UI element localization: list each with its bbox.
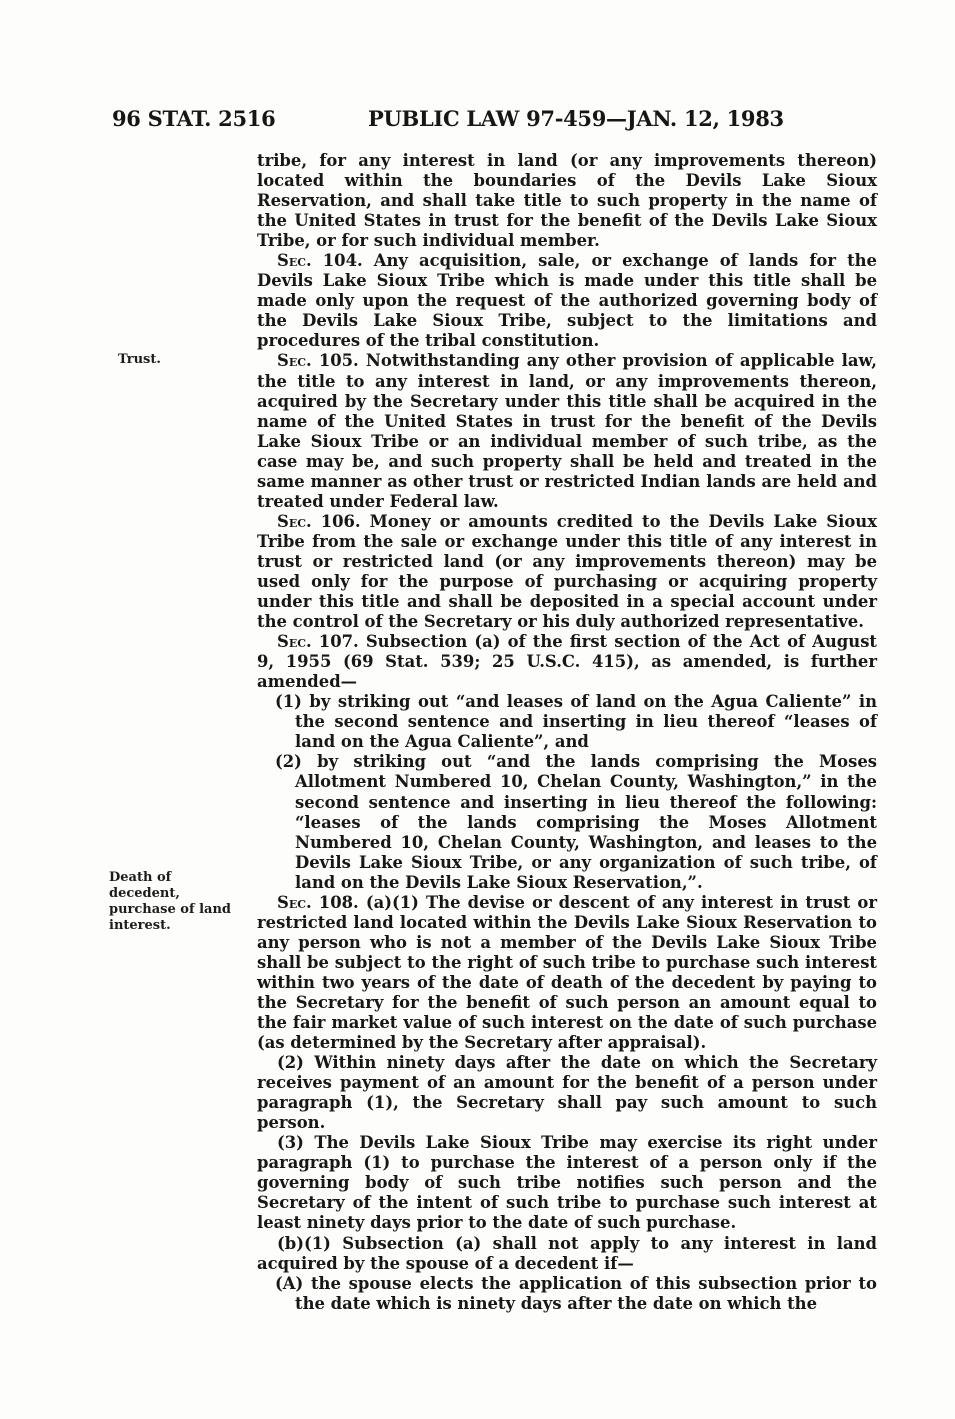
page-header xyxy=(0,106,955,136)
section-label: Sec. xyxy=(277,892,312,912)
statute-page-reference: 96 STAT. 2516 xyxy=(112,106,276,131)
paragraph-tribe-interest: tribe, for any interest in land (or any improvements thereon) located within the boundaries of the Devils Lake Sioux Reservation, and shall take title to such property in the name of the United States in trust for the benefit of the Devils Lake Sioux Tribe, or for such individual member. xyxy=(257,151,877,251)
paragraph-sec-108-b1-A: (A) the spouse elects the application of this subsection prior to the date which is ninety days after the date on which the xyxy=(275,1273,877,1313)
section-label: Sec. xyxy=(277,511,312,531)
public-law-title: PUBLIC LAW 97-459—JAN. 12, 1983 xyxy=(368,106,784,131)
paragraph-sec-108-a3: (3) The Devils Lake Sioux Tribe may exercise its right under paragraph (1) to purchase the interest of a person only if the governing body of such tribe notifies such person and the Secretary of the intent of such tribe to purchase such interest at least ninety days prior to the date of such purchase. xyxy=(257,1133,877,1233)
paragraph-sec-108-a1: Sec. 108. (a)(1) The devise or descent of any interest in trust or restricted land located within the Devils Lake Sioux Reservation to any person who is not a member of the Devils Lake Sioux Tribe shall be subject to the right of such tribe to purchase such interest within two years of the date of death of the decedent by paying to the Secretary for the benefit of such person an amount equal to the fair market value of such interest on the date of such purchase (as determined by the Secretary after appraisal). xyxy=(257,892,877,1053)
paragraph-sec-105: Sec. 105. Notwithstanding any other provision of applicable law, the title to any interest in land, or any improvements thereon, acquired by the Secretary under this title shall be acquired in the name of the United States in trust for the benefit of the Devils Lake Sioux Tribe or an individual member of such tribe, as the case may be, and such property shall be held and treated in the same manner as other trust or restricted Indian lands are held and treated under Federal law. xyxy=(257,351,877,511)
paragraph-sec-107: Sec. 107. Subsection (a) of the first section of the Act of August 9, 1955 (69 Stat. 539; 25 U.S.C. 415), as amended, is further amended— xyxy=(257,632,877,692)
paragraph-sec-107-item-1: (1) by striking out “and leases of land on the Agua Caliente” in the second sentence and inserting in lieu thereof “leases of land on the Agua Caliente”, and xyxy=(275,692,877,752)
paragraph-sec-104: Sec. 104. Any acquisition, sale, or exchange of lands for the Devils Lake Sioux Tribe which is made under this title shall be made only upon the request of the authorized governing body of the Devils Lake Sioux Tribe, subject to the limitations and procedures of the tribal constitution. xyxy=(257,251,877,351)
paragraph-sec-108-a2: (2) Within ninety days after the date on which the Secretary receives payment of an amount for the benefit of a person under paragraph (1), the Secretary shall pay such amount to such person. xyxy=(257,1053,877,1133)
law-body-text xyxy=(257,151,877,1314)
sidenote-death-of-decedent: Death of decedent, purchase of land interest. xyxy=(109,870,231,933)
section-label: Sec. xyxy=(277,351,312,371)
section-label: Sec. xyxy=(277,632,312,652)
paragraph-sec-107-item-2: (2) by striking out “and the lands comprising the Moses Allotment Numbered 10, Chelan County, Washington,” in the second sentence and inserting in lieu thereof the following: “leases of the lands comprising the Moses Allotment Numbered 10, Chelan County, Washington, and leases to the Devils Lake Sioux Tribe, or any organization of such tribe, of land on the Devils Lake Sioux Reservation,”. xyxy=(275,752,877,892)
paragraph-sec-106: Sec. 106. Money or amounts credited to the Devils Lake Sioux Tribe from the sale or exchange under this title of any interest in trust or restricted land (or any improvements thereon) may be used only for the purpose of purchasing or acquiring property under this title and shall be deposited in a special account under the control of the Secretary or his duly authorized representative. xyxy=(257,511,877,632)
sidenote-trust: Trust. xyxy=(118,352,161,367)
paragraph-sec-108-b1: (b)(1) Subsection (a) shall not apply to any interest in land acquired by the spouse of a decedent if— xyxy=(257,1233,877,1273)
section-label: Sec. xyxy=(277,251,312,271)
